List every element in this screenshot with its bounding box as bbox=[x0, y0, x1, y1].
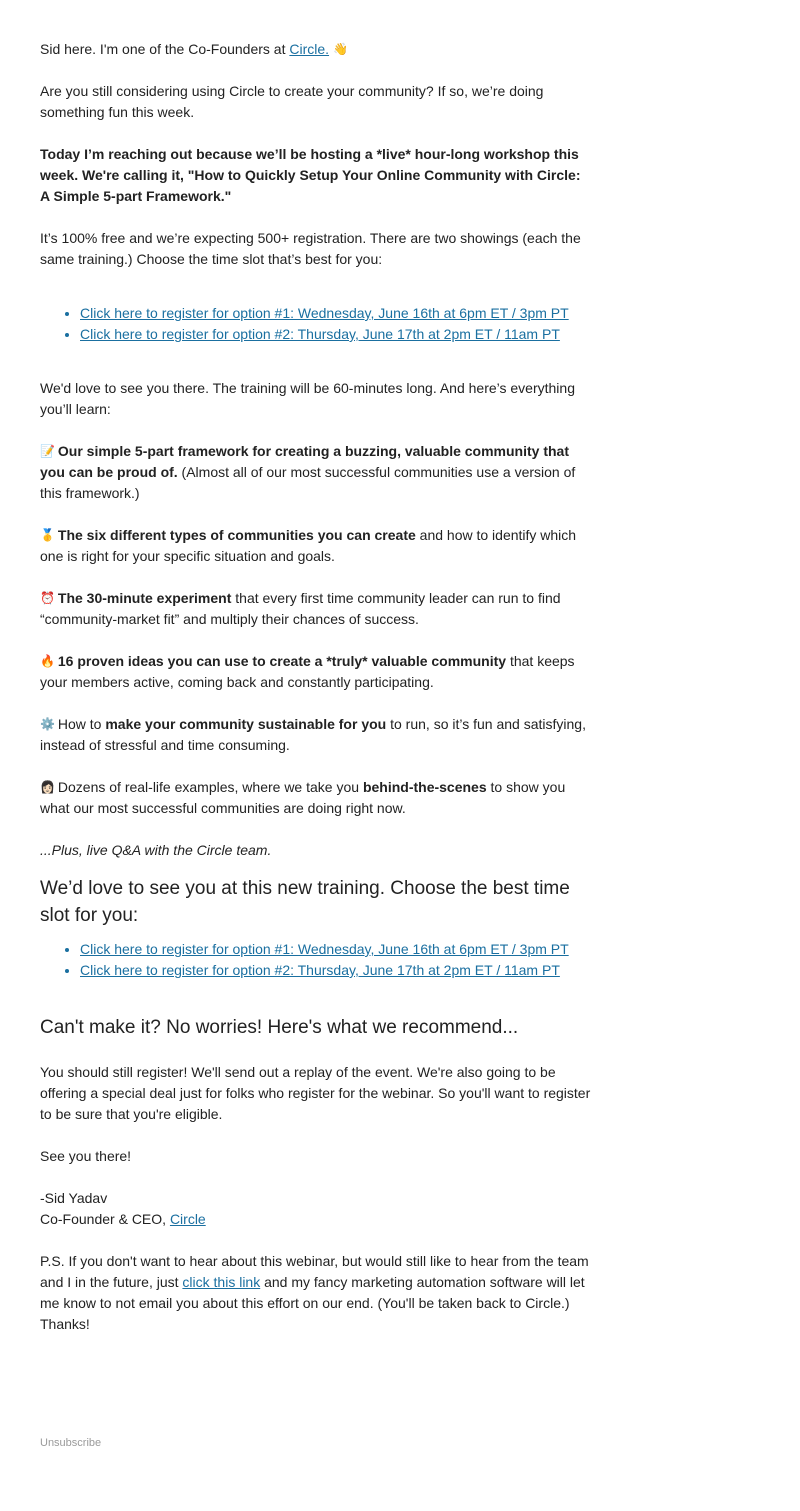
learn-rest: to show you what our most successful communities are doing right now. bbox=[40, 779, 566, 816]
alarm-clock-icon: ⏰ bbox=[40, 591, 55, 605]
learn-bold: behind-the-scenes bbox=[362, 779, 487, 795]
learn-bold: 16 proven ideas you can use to create a *truly* valuable community bbox=[57, 653, 507, 669]
cant-make-it-heading: Can't make it? No worries! Here's what we recommend... bbox=[40, 1017, 519, 1038]
ps-pre: P.S. If you don't want to hear about this webinar, but would still like to hear from the team and I in the future, just bbox=[40, 1253, 589, 1290]
list-item bbox=[80, 960, 592, 981]
see-you-paragraph: See you there! bbox=[40, 1148, 132, 1164]
announcement-paragraph bbox=[40, 144, 592, 207]
learn-pre: Dozens of real-life examples, where we take you bbox=[57, 779, 363, 795]
memo-icon: 📝 bbox=[40, 444, 55, 458]
learn-bold: The 30-minute experiment bbox=[57, 590, 232, 606]
learn-rest: and how to identify which one is right for your specific situation and goals. bbox=[40, 527, 577, 564]
list-item bbox=[80, 939, 592, 960]
learn-item-examples bbox=[40, 777, 592, 819]
list-item bbox=[80, 324, 592, 345]
learn-rest: to run, so it’s fun and satisfying, instead of stressful and time consuming. bbox=[40, 716, 586, 753]
list-item bbox=[80, 303, 592, 324]
unsubscribe-link[interactable]: Unsubscribe bbox=[40, 1437, 102, 1449]
still-register-paragraph: You should still register! We'll send out a replay of the event. We're also going to be offering a special deal just for folks who register for the webinar. So you'll want to register to be sure that you're eligible. bbox=[40, 1064, 591, 1122]
registration-list-bottom bbox=[40, 939, 592, 981]
learn-bold: make your community sustainable for you bbox=[105, 716, 387, 732]
email-body bbox=[40, 39, 592, 1356]
learn-item-sustainable bbox=[40, 714, 592, 756]
intro-text: Sid here. I'm one of the Co-Founders at bbox=[40, 41, 290, 57]
gear-icon: ⚙️ bbox=[40, 717, 55, 731]
learn-pre: How to bbox=[57, 716, 106, 732]
announcement-text: Today I’m reaching out because we’ll be hosting a *live* hour-long workshop this week. We're calling it, "How to Quickly Setup Your Online Community with Circle: A Simple 5-part Framework." bbox=[40, 146, 581, 204]
learn-item-framework bbox=[40, 441, 592, 504]
ps-post: and my fancy marketing automation software will let me know to not email you about this effort on our end. (You'll be taken back to Circle.) Thanks! bbox=[40, 1274, 585, 1332]
waving-hand-icon: 👋 bbox=[332, 42, 348, 56]
signature-title: Co-Founder & CEO, bbox=[40, 1211, 170, 1227]
ps-paragraph bbox=[40, 1251, 592, 1335]
register-option-1-link[interactable]: Click here to register for option #1: Wednesday, June 16th at 6pm ET / 3pm PT bbox=[80, 941, 569, 957]
footer bbox=[40, 1437, 101, 1449]
considering-paragraph: Are you still considering using Circle to create your community? If so, we’re doing something fun this week. bbox=[40, 83, 544, 120]
registration-list-top bbox=[40, 303, 592, 345]
register-option-1-link[interactable]: Click here to register for option #1: Wednesday, June 16th at 6pm ET / 3pm PT bbox=[80, 305, 569, 321]
free-paragraph: It’s 100% free and we’re expecting 500+ registration. There are two showings (each the same training.) Choose the time slot that’s best for you: bbox=[40, 230, 581, 267]
register-option-2-link[interactable]: Click here to register for option #2: Thursday, June 17th at 2pm ET / 11am PT bbox=[80, 962, 560, 978]
signature bbox=[40, 1188, 592, 1230]
plus-paragraph bbox=[40, 840, 592, 861]
learn-rest: that keeps your members active, coming back and constantly participating. bbox=[40, 653, 575, 690]
register-option-2-link[interactable]: Click here to register for option #2: Thursday, June 17th at 2pm ET / 11am PT bbox=[80, 326, 560, 342]
circle-link-intro[interactable]: Circle. bbox=[289, 41, 330, 57]
learn-item-experiment bbox=[40, 588, 592, 630]
circle-link-signature[interactable]: Circle bbox=[169, 1211, 206, 1227]
training-intro-paragraph: We'd love to see you there. The training will be 60-minutes long. And here’s everything you’ll learn: bbox=[40, 380, 575, 417]
learn-rest: (Almost all of our most successful communities use a version of this framework.) bbox=[40, 464, 576, 501]
woman-icon: 👩🏻 bbox=[40, 780, 55, 794]
learn-bold: Our simple 5-part framework for creating a buzzing, valuable community that you can be proud of. bbox=[40, 443, 569, 480]
learn-item-types bbox=[40, 525, 592, 567]
training-heading: We’d love to see you at this new training. Choose the best time slot for you: bbox=[40, 878, 570, 926]
intro-paragraph bbox=[40, 39, 592, 60]
learn-item-ideas bbox=[40, 651, 592, 693]
learn-bold: The six different types of communities you can create bbox=[57, 527, 416, 543]
learn-rest: that every first time community leader can run to find “community-market fit” and multiply their chances of success. bbox=[40, 590, 561, 627]
plus-text: ...Plus, live Q&A with the Circle team. bbox=[40, 842, 272, 858]
medal-icon: 🥇 bbox=[40, 528, 55, 542]
fire-icon: 🔥 bbox=[40, 654, 55, 668]
signature-name: -Sid Yadav bbox=[40, 1190, 108, 1206]
opt-out-link[interactable]: click this link bbox=[182, 1274, 261, 1290]
